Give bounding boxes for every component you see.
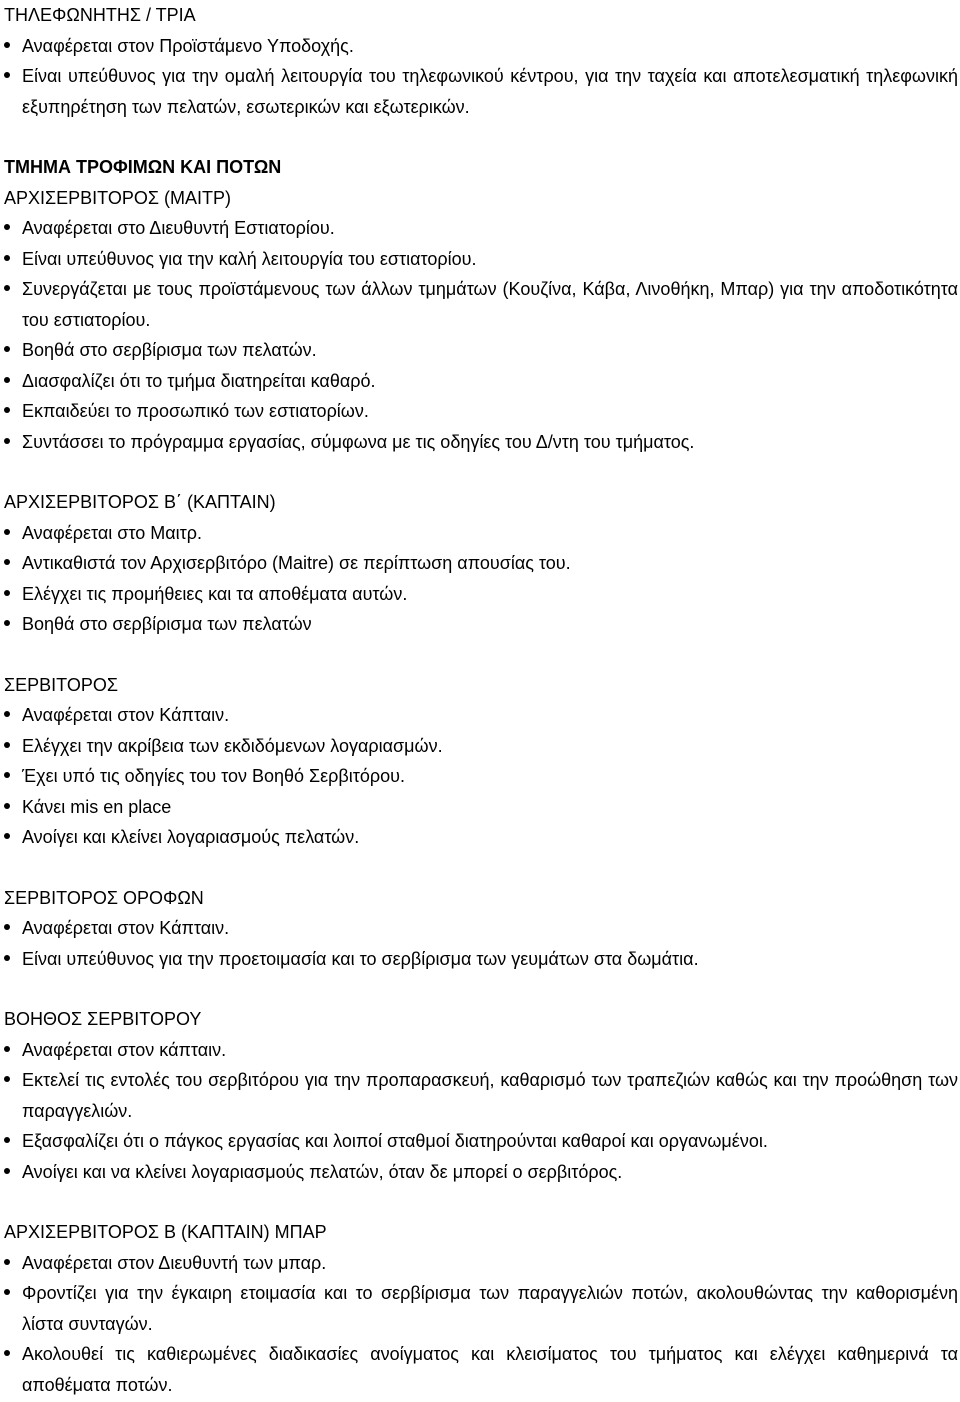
duty-item — [4, 274, 958, 335]
duty-text: Εξασφαλίζει ότι ο πάγκος εργασίας και λοιποί σταθμοί διατηρούνται καθαροί και οργανωμένοι. — [22, 1131, 768, 1151]
duty-text: Ελέγχει την ακρίβεια των εκδιδόμενων λογαριασμών. — [22, 735, 443, 756]
duty-text: Έχει υπό τις οδηγίες του τον Βοηθό Σερβιτόρου. — [22, 766, 405, 786]
duty-text: Αναφέρεται στο Μαιτρ. — [22, 522, 203, 543]
duty-text: Αναφέρεται στον Προϊστάμενο Υποδοχής. — [22, 35, 354, 56]
position-heading: ΒΟΗΘΟΣ ΣΕΡΒΙΤΟΡΟΥ — [4, 1009, 202, 1029]
bullet-icon — [4, 590, 10, 596]
section-spacer — [4, 974, 958, 1004]
bullet-icon — [4, 742, 10, 748]
bullet-icon — [4, 1046, 10, 1052]
duty-text: Είναι υπεύθυνος για την προετοιμασία και το σερβίρισμα των γευμάτων στα δωμάτια. — [22, 948, 699, 969]
position-heading: ΣΕΡΒΙΤΟΡΟΣ — [4, 674, 118, 695]
duty-text: Συνεργάζεται με τους προϊστάμενους των άλλων τμημάτων (Κουζίνα, Κάβα, Λινοθήκη, Μπαρ) για την αποδοτικότητα του εστιατορίου. — [22, 279, 958, 330]
duty-item — [4, 579, 958, 610]
duty-item — [4, 700, 958, 731]
section-spacer — [4, 457, 958, 487]
duty-item — [4, 427, 958, 458]
duty-item — [4, 609, 958, 640]
bullet-icon — [4, 346, 10, 352]
bullet-icon — [4, 1259, 10, 1265]
duty-text: Εκτελεί τις εντολές του σερβιτόρου για την προπαρασκευή, καθαρισμό των τραπεζιών καθώς και την προώθηση των παραγγελιών. — [22, 1070, 958, 1121]
duty-item — [4, 822, 958, 853]
duties-list — [4, 700, 958, 853]
duty-text: Αναφέρεται στο Διευθυντή Εστιατορίου. — [22, 218, 335, 238]
bullet-icon — [4, 559, 10, 565]
duty-item — [4, 1065, 958, 1126]
duties-list — [4, 1248, 958, 1401]
bullet-icon — [4, 1168, 10, 1174]
duty-text: Ακολουθεί τις καθιερωμένες διαδικασίες ανοίγματος και κλεισίματος του τμήματος και ελέγχει καθημερινά τα αποθέματα ποτών. — [22, 1344, 958, 1395]
section-spacer — [4, 853, 958, 883]
job-section — [4, 853, 958, 975]
duty-text: Συντάσσει το πρόγραμμα εργασίας, σύμφωνα με τις οδηγίες του Δ/ντη του τμήματος. — [22, 431, 695, 452]
duty-text: Φροντίζει για την έγκαιρη ετοιμασία και το σερβίρισμα των παραγγελιών ποτών, ακολουθώντας την καθορισμένη λίστα συνταγών. — [22, 1283, 958, 1334]
bullet-icon — [4, 711, 10, 717]
duty-item — [4, 1126, 958, 1157]
job-section — [4, 1187, 958, 1400]
section-spacer — [4, 1187, 958, 1217]
bullet-icon — [4, 772, 10, 778]
duty-text: Ανοίγει και κλείνει λογαριασμούς πελατών. — [22, 827, 360, 847]
job-section — [4, 122, 958, 457]
duty-item — [4, 1157, 958, 1188]
bullet-icon — [4, 1076, 10, 1082]
position-heading: ΑΡΧΙΣΕΡΒΙΤΟΡΟΣ (ΜΑΙΤΡ) — [4, 187, 231, 208]
duty-text: Ανοίγει και να κλείνει λογαριασμούς πελατών, όταν δε μπορεί ο σερβιτόρος. — [22, 1161, 623, 1182]
duty-item — [4, 944, 958, 975]
department-heading: ΤΜΗΜΑ ΤΡΟΦΙΜΩΝ ΚΑΙ ΠΟΤΩΝ — [4, 157, 282, 177]
bullet-icon — [4, 529, 10, 535]
job-section — [4, 640, 958, 853]
position-heading: ΤΗΛΕΦΩΝΗΤΗΣ / ΤΡΙΑ — [4, 5, 196, 25]
bullet-icon — [4, 1137, 10, 1143]
duty-item — [4, 396, 958, 427]
duty-text: Κάνει mis en place — [22, 796, 172, 817]
duty-item — [4, 1035, 958, 1066]
bullet-icon — [4, 255, 10, 261]
bullet-icon — [4, 955, 10, 961]
job-section — [4, 0, 958, 122]
bullet-icon — [4, 803, 10, 809]
bullet-icon — [4, 42, 10, 48]
duty-item — [4, 792, 958, 823]
bullet-icon — [4, 1289, 10, 1295]
bullet-icon — [4, 1350, 10, 1356]
duty-text: Αναφέρεται στον Κάπταιν. — [22, 705, 230, 725]
position-heading: ΑΡΧΙΣΕΡΒΙΤΟΡΟΣ Β (ΚΑΠΤΑΙΝ) ΜΠΑΡ — [4, 1222, 327, 1242]
duties-list — [4, 1035, 958, 1188]
duty-text: Αναφέρεται στον Διευθυντή των μπαρ. — [22, 1252, 327, 1273]
duty-item — [4, 518, 958, 549]
duty-item — [4, 731, 958, 762]
duty-item — [4, 548, 958, 579]
position-heading: ΑΡΧΙΣΕΡΒΙΤΟΡΟΣ Β΄ (ΚΑΠΤΑΙΝ) — [4, 492, 276, 512]
duty-item — [4, 761, 958, 792]
duty-text: Είναι υπεύθυνος για την ομαλή λειτουργία του τηλεφωνικού κέντρου, για την ταχεία και αποτελεσματική τηλεφωνική εξυπηρέτηση των πελατών, εσωτερικών και εξωτερικών. — [22, 66, 958, 117]
duty-item — [4, 213, 958, 244]
section-spacer — [4, 640, 958, 670]
duties-list — [4, 213, 958, 457]
duties-list — [4, 31, 958, 123]
bullet-icon — [4, 224, 10, 230]
duty-item — [4, 1278, 958, 1339]
duty-item — [4, 366, 958, 397]
duty-item — [4, 31, 958, 62]
duties-list — [4, 518, 958, 640]
duty-item — [4, 1248, 958, 1279]
duty-text: Βοηθά στο σερβίρισμα των πελατών. — [22, 340, 317, 360]
duty-item — [4, 61, 958, 122]
duties-list — [4, 913, 958, 974]
duty-text: Αντικαθιστά τον Αρχισερβιτόρο (Maitre) σε περίπτωση απουσίας του. — [22, 553, 571, 573]
bullet-icon — [4, 72, 10, 78]
position-heading: ΣΕΡΒΙΤΟΡΟΣ ΟΡΟΦΩΝ — [4, 887, 204, 908]
bullet-icon — [4, 833, 10, 839]
duty-item — [4, 244, 958, 275]
duty-item — [4, 1339, 958, 1400]
bullet-icon — [4, 620, 10, 626]
duty-item — [4, 913, 958, 944]
duty-text: Διασφαλίζει ότι το τμήμα διατηρείται καθαρό. — [22, 370, 376, 391]
duty-text: Είναι υπεύθυνος για την καλή λειτουργία του εστιατορίου. — [22, 248, 477, 269]
bullet-icon — [4, 438, 10, 444]
duty-text: Εκπαιδεύει το προσωπικό των εστιατορίων. — [22, 401, 369, 421]
bullet-icon — [4, 924, 10, 930]
job-section — [4, 457, 958, 640]
bullet-icon — [4, 407, 10, 413]
duty-text: Ελέγχει τις προμήθειες και τα αποθέματα αυτών. — [22, 583, 408, 604]
section-spacer — [4, 122, 958, 152]
bullet-icon — [4, 285, 10, 291]
duty-text: Βοηθά στο σερβίρισμα των πελατών — [22, 614, 312, 634]
job-section — [4, 974, 958, 1187]
bullet-icon — [4, 377, 10, 383]
duty-text: Αναφέρεται στον Κάπταιν. — [22, 918, 230, 938]
duty-text: Αναφέρεται στον κάπταιν. — [22, 1039, 227, 1060]
duty-item — [4, 335, 958, 366]
